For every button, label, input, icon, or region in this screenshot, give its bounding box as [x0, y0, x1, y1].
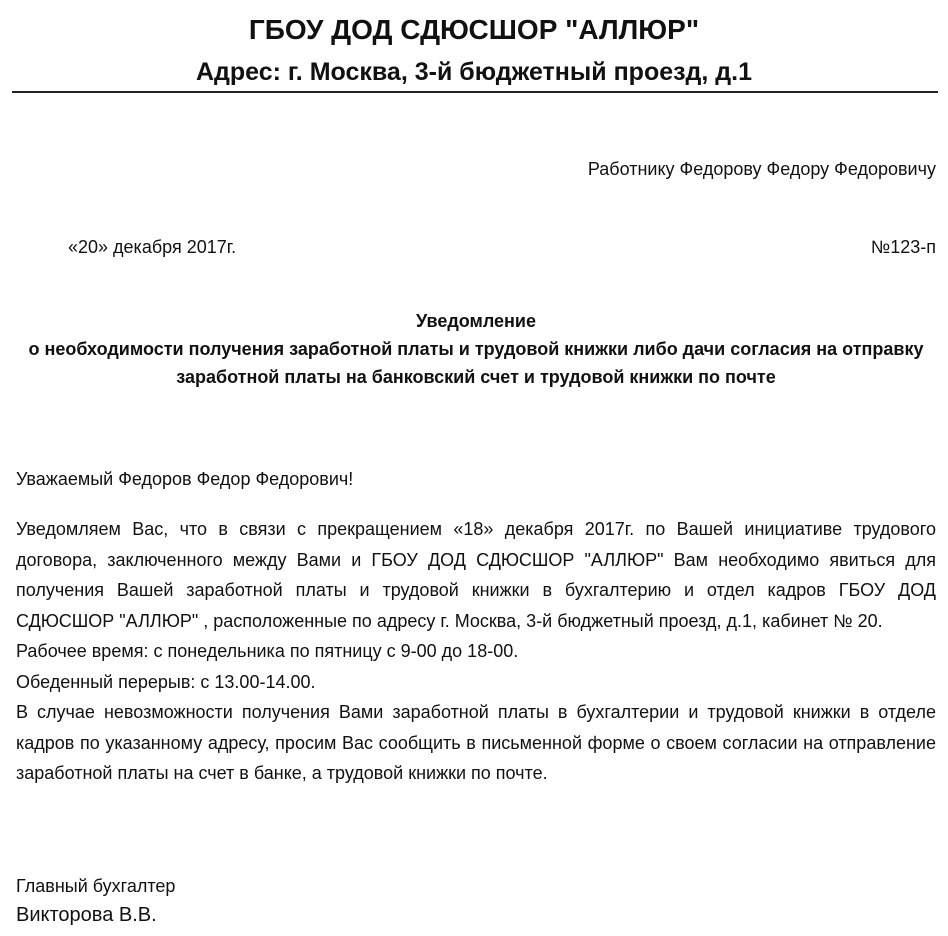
document-body: [16, 514, 936, 789]
title-heading: Уведомление: [415, 311, 536, 331]
signature-name: Викторова В.В.: [16, 904, 157, 926]
salutation: Уважаемый Федоров Федор Федорович!: [16, 469, 354, 489]
title-subject: о необходимости получения заработной платы и трудовой книжки либо дачи согласия на отправку заработной платы на банковский счет и трудовой книжки по почте: [28, 339, 924, 387]
document-date: «20» декабря 2017г.: [68, 237, 237, 257]
organization-address: Адрес: г. Москва, 3-й бюджетный проезд, д.1: [195, 58, 753, 86]
body-paragraph: Уведомляем Вас, что в связи с прекращением «18» декабря 2017г. по Вашей инициативе трудового договора, заключенного между Вами и ГБОУ ДОД СДЮСШОР "АЛЛЮР" Вам необходимо явиться для получения Вашей заработной платы и трудовой книжки в бухгалтерию и отдел кадров ГБОУ ДОД СДЮСШОР "АЛЛЮР" , расположенные по адресу г. Москва, 3-й бюджетный проезд, д.1, кабинет № 20.: [16, 519, 936, 631]
header-divider: [12, 91, 938, 93]
signature-role: Главный бухгалтер: [16, 876, 176, 896]
recipient: Работнику Федорову Федору Федоровичу: [587, 159, 936, 179]
body-paragraph: Обеденный перерыв: с 13.00-14.00.: [16, 671, 316, 692]
document-number: №123-п: [870, 237, 936, 257]
body-paragraph: Рабочее время: с понедельника по пятницу с 9-00 до 18-00.: [16, 641, 519, 661]
document-title: [18, 307, 934, 391]
organization-name: ГБОУ ДОД СДЮСШОР "АЛЛЮР": [248, 14, 700, 45]
body-paragraph: В случае невозможности получения Вами заработной платы в бухгалтерии и трудовой книжки в отделе кадров по указанному адресу, просим Вас сообщить в письменной форме о своем согласии на отправление заработной платы на счет в банке, а трудовой книжки по почте.: [16, 702, 936, 783]
